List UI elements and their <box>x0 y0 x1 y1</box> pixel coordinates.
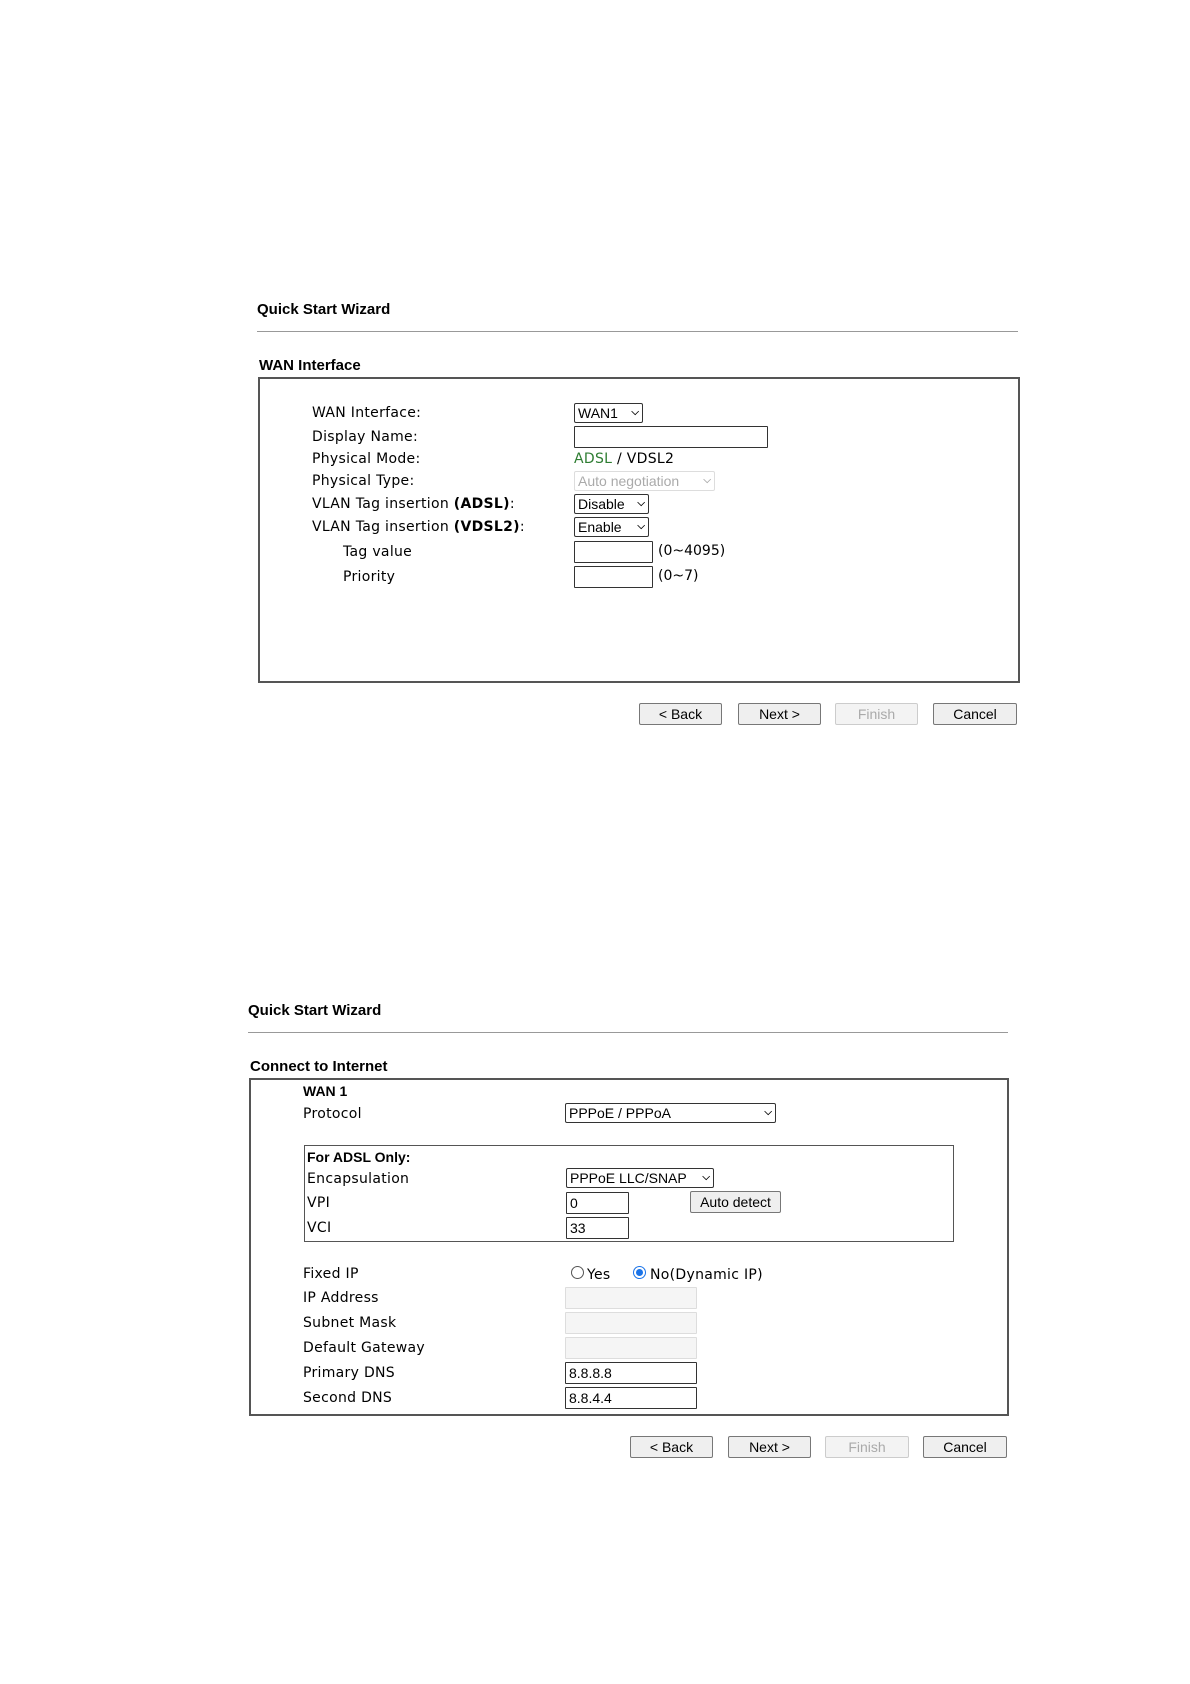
primary-dns-label: Primary DNS <box>303 1365 395 1381</box>
wan-interface-select[interactable]: WAN1 ⌵ <box>574 403 643 423</box>
wan-label: WAN 1 <box>303 1083 348 1099</box>
priority-range: (0~7) <box>658 568 699 584</box>
wizard-title: Quick Start Wizard <box>257 301 391 318</box>
default-gateway-label: Default Gateway <box>303 1340 425 1356</box>
protocol-label: Protocol <box>303 1106 362 1122</box>
wan-interface-label: WAN Interface: <box>312 405 422 421</box>
adsl-only-title: For ADSL Only: <box>307 1149 411 1165</box>
tag-value-label: Tag value <box>343 544 413 560</box>
physical-type-label: Physical Type: <box>312 473 415 489</box>
auto-detect-button[interactable]: Auto detect <box>690 1191 781 1213</box>
physical-mode-label: Physical Mode: <box>312 451 421 467</box>
vci-input[interactable]: 33 <box>566 1217 629 1239</box>
cancel-button[interactable]: Cancel <box>923 1436 1007 1458</box>
cancel-button[interactable]: Cancel <box>933 703 1017 725</box>
fixed-ip-no-label: No(Dynamic IP) <box>650 1267 763 1283</box>
next-button[interactable]: Next > <box>738 703 821 725</box>
chevron-down-icon: ⌵ <box>764 1107 772 1118</box>
chevron-down-icon: ⌵ <box>702 1172 710 1183</box>
tag-value-range: (0~4095) <box>658 543 726 559</box>
vlan-adsl-label: VLAN Tag insertion (ADSL): <box>312 496 515 512</box>
wizard-title: Quick Start Wizard <box>248 1002 382 1019</box>
tag-value-input[interactable] <box>574 541 653 563</box>
title-divider <box>248 1032 1008 1033</box>
vci-label: VCI <box>307 1220 332 1236</box>
fixed-ip-no-radio[interactable] <box>633 1266 646 1284</box>
second-dns-label: Second DNS <box>303 1390 393 1406</box>
fixed-ip-yes-label: Yes <box>587 1267 611 1283</box>
radio-icon <box>571 1266 584 1279</box>
chevron-down-icon: ⌵ <box>637 521 645 532</box>
vpi-label: VPI <box>307 1195 331 1211</box>
finish-button[interactable]: Finish <box>825 1436 909 1458</box>
subnet-mask-label: Subnet Mask <box>303 1315 397 1331</box>
physical-mode-value: ADSL / VDSL2 <box>574 451 675 467</box>
primary-dns-input[interactable]: 8.8.8.8 <box>565 1362 697 1384</box>
back-button[interactable]: < Back <box>630 1436 713 1458</box>
chevron-down-icon: ⌵ <box>703 475 711 486</box>
chevron-down-icon: ⌵ <box>631 407 639 418</box>
ip-address-label: IP Address <box>303 1290 379 1306</box>
section-title: Connect to Internet <box>250 1058 388 1075</box>
priority-label: Priority <box>343 569 396 585</box>
finish-button[interactable]: Finish <box>835 703 918 725</box>
vlan-adsl-select[interactable]: Disable ⌵ <box>574 494 649 514</box>
priority-input[interactable] <box>574 566 653 588</box>
encapsulation-select[interactable]: PPPoE LLC/SNAP ⌵ <box>566 1168 714 1188</box>
chevron-down-icon: ⌵ <box>637 498 645 509</box>
fixed-ip-yes-radio[interactable] <box>571 1266 584 1284</box>
back-button[interactable]: < Back <box>639 703 722 725</box>
second-dns-input[interactable]: 8.8.4.4 <box>565 1387 697 1409</box>
vlan-vdsl-select[interactable]: Enable ⌵ <box>574 517 649 537</box>
next-button[interactable]: Next > <box>728 1436 811 1458</box>
display-name-label: Display Name: <box>312 429 418 445</box>
radio-selected-icon <box>633 1266 646 1279</box>
fixed-ip-label: Fixed IP <box>303 1266 359 1282</box>
vpi-input[interactable]: 0 <box>566 1192 629 1214</box>
encapsulation-label: Encapsulation <box>307 1171 410 1187</box>
section-title: WAN Interface <box>259 357 361 374</box>
title-divider <box>257 331 1018 332</box>
default-gateway-input[interactable] <box>565 1337 697 1359</box>
physical-type-select[interactable]: Auto negotiation ⌵ <box>574 471 715 491</box>
display-name-input[interactable] <box>574 426 768 448</box>
subnet-mask-input[interactable] <box>565 1312 697 1334</box>
protocol-select[interactable]: PPPoE / PPPoA ⌵ <box>565 1103 776 1123</box>
ip-address-input[interactable] <box>565 1287 697 1309</box>
vlan-vdsl-label: VLAN Tag insertion (VDSL2): <box>312 519 525 535</box>
